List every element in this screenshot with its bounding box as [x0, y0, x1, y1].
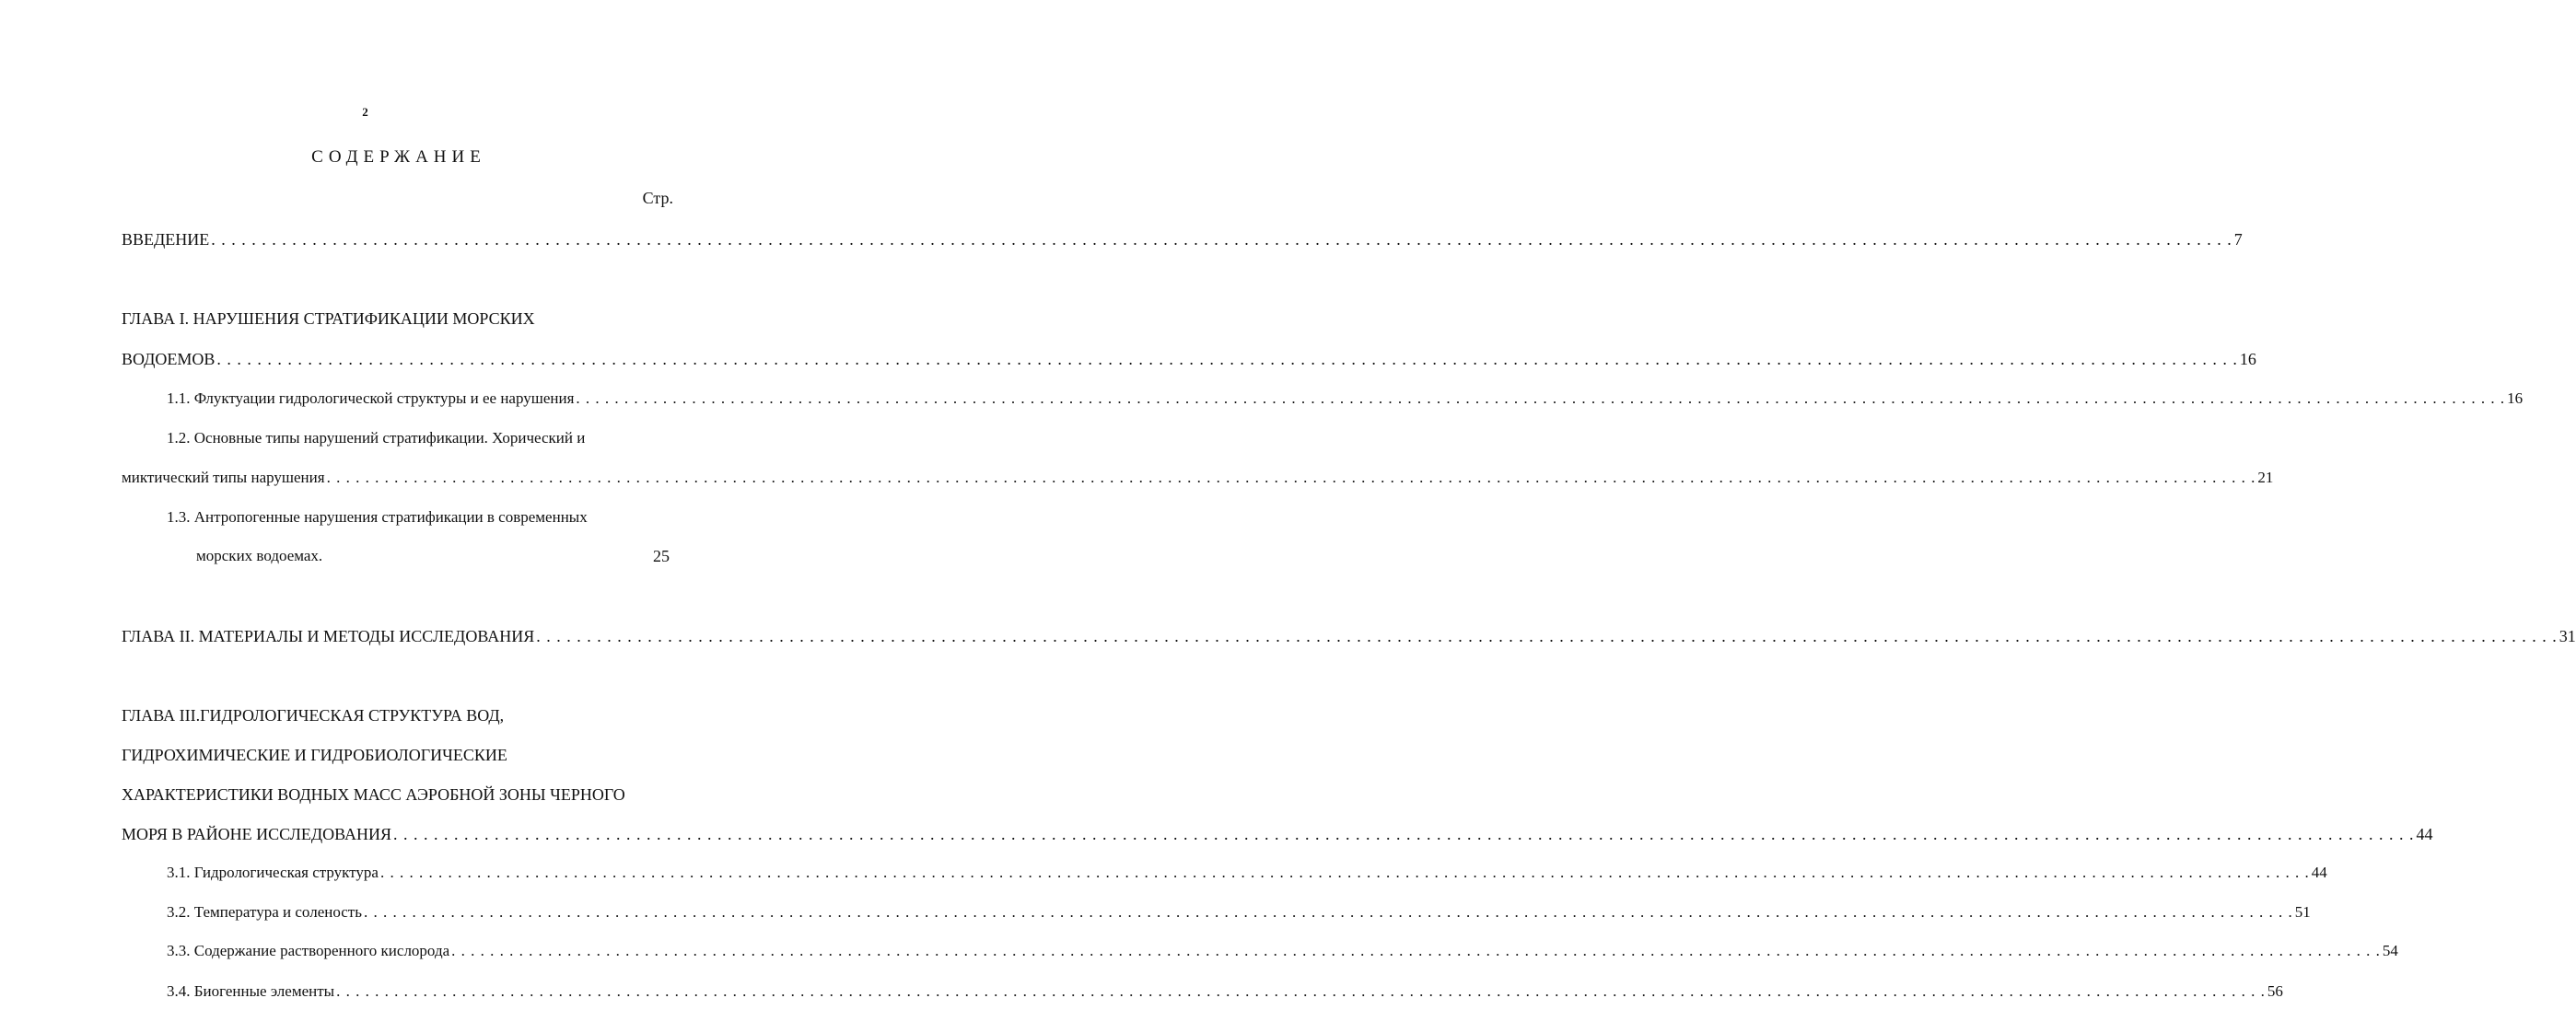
leader-dots: . . . . . . . . . . . . . . . . . . . . . . . . . . . . . . . . . . . . . . . . . . . . . . . . . . . . . . . . . . . . . . . . . . . . . . . . . . . . . . . . . . . . . . . . . . . . . . . . . . . . . . . . . . . . . . . . . . . . . . . . . . . . . . . . . . . . . . . . . . . . . . . . . . . . . . . . . . . . . . . . . . . . . . . . . . . . . . . . . . . . . . . . . . . . . . . . . . . . . . . . [379, 864, 2310, 881]
toc-entry-page: 44 [2311, 864, 2327, 881]
toc-entry-text: ВВЕДЕНИЕ [122, 230, 210, 249]
toc-entry-3-1 [167, 861, 2327, 885]
toc-section-1-2-title: 1.2. Основные типы нарушений стратификации. Хорический и [167, 429, 586, 447]
leader-dots: . . . . . . . . . . . . . . . . . . . . . . . . . . . . . . . . . . . . . . . . . . . . . . . . . . . . . . . . . . . . . . . . . . . . . . . . . . . . . . . . . . . . . . . . . . . . . . . . . . . . . . . . . . . . . . . . . . . . . . . . . . . . . . . . . . . . . . . . . . . . . . . . . . . . . . . . . . . . . . . . . . . . . . . . . . . . . . . . . . . . . . . . . . . . . . . . . . . . . . . . [364, 903, 2293, 921]
leader-dots: . . . . . . . . . . . . . . . . . . . . . . . . . . . . . . . . . . . . . . . . . . . . . . . . . . . . . . . . . . . . . . . . . . . . . . . . . . . . . . . . . . . . . . . . . . . . . . . . . . . . . . . . . . . . . . . . . . . . . . . . . . . . . . . . . . . . . . . . . . . . . . . . . . . . . . . . . . . . . . . . . . . . . . . . . . . . . . . . . . . . . . . . . . . . . . . . . . . . . . . . [216, 350, 2238, 368]
toc-entry-text: 3.1. Гидрологическая структура [167, 864, 379, 881]
toc-entry-text: ГЛАВА II. МАТЕРИАЛЫ И МЕТОДЫ ИССЛЕДОВАНИЯ [122, 627, 535, 645]
toc-section-1-3-text: морских водоемах. [196, 547, 323, 564]
toc-entry-3-2 [167, 900, 2311, 924]
toc-entry-page: 16 [2239, 350, 2256, 368]
toc-chapter-3-title-1: ГЛАВА III.ГИДРОЛОГИЧЕСКАЯ СТРУКТУРА ВОД, [122, 706, 505, 725]
toc-section-1-3-title: 1.3. Антропогенные нарушения стратификации в современных [167, 508, 588, 526]
toc-entry-page: 21 [2257, 469, 2274, 486]
toc-entry-intro [122, 227, 2243, 251]
toc-entry-1-1 [167, 387, 2524, 411]
toc-entry-page: 31 [2559, 627, 2576, 645]
toc-entry-text: ВОДОЕМОВ [122, 350, 216, 368]
leader-dots: . . . . . . . . . . . . . . . . . . . . . . . . . . . . . . . . . . . . . . . . . . . . . . . . . . . . . . . . . . . . . . . . . . . . . . . . . . . . . . . . . . . . . . . . . . . . . . . . . . . . . . . . . . . . . . . . . . . . . . . . . . . . . . . . . . . . . . . . . . . . . . . . . . . . . . . . . . . . . . . . . . . . . . . . . . . . . . . . . . . . . . . . . . . . . . . . . . . . . . . . [393, 825, 2415, 843]
toc-chapter-3-title-3: ХАРАКТЕРИСТИКИ ВОДНЫХ МАСС АЭРОБНОЙ ЗОНЫ ЧЕРНОГО [122, 785, 625, 804]
toc-entry-page: 44 [2416, 825, 2433, 843]
toc-entry-chapter-1 [122, 347, 2256, 371]
toc-chapter-3-title-2: ГИДРОХИМИЧЕСКИЕ И ГИДРОБИОЛОГИЧЕСКИЕ [122, 746, 507, 764]
leader-dots: . . . . . . . . . . . . . . . . . . . . . . . . . . . . . . . . . . . . . . . . . . . . . . . . . . . . . . . . . . . . . . . . . . . . . . . . . . . . . . . . . . . . . . . . . . . . . . . . . . . . . . . . . . . . . . . . . . . . . . . . . . . . . . . . . . . . . . . . . . . . . . . . . . . . . . . . . . . . . . . . . . . . . . . . . . . . . . . . . . . . . . . . . . . . . . . . . . . . . . . . [451, 942, 2381, 959]
leader-dots: . . . . . . . . . . . . . . . . . . . . . . . . . . . . . . . . . . . . . . . . . . . . . . . . . . . . . . . . . . . . . . . . . . . . . . . . . . . . . . . . . . . . . . . . . . . . . . . . . . . . . . . . . . . . . . . . . . . . . . . . . . . . . . . . . . . . . . . . . . . . . . . . . . . . . . . . . . . . . . . . . . . . . . . . . . . . . . . . . . . . . . . . . . . . . . . . . . . . . . . . [536, 627, 2558, 645]
toc-entry-3-3 [167, 939, 2398, 963]
page-column-label: Стр. [642, 189, 673, 207]
toc-entry-page: 51 [2294, 903, 2311, 921]
leader-dots: . . . . . . . . . . . . . . . . . . . . . . . . . . . . . . . . . . . . . . . . . . . . . . . . . . . . . . . . . . . . . . . . . . . . . . . . . . . . . . . . . . . . . . . . . . . . . . . . . . . . . . . . . . . . . . . . . . . . . . . . . . . . . . . . . . . . . . . . . . . . . . . . . . . . . . . . . . . . . . . . . . . . . . . . . . . . . . . . . . . . . . . . . . . . . . . . . . . . . . . . [336, 982, 2266, 1000]
toc-entry-page: 7 [2233, 230, 2243, 249]
toc-entry-page: 16 [2507, 389, 2524, 407]
leader-dots: . . . . . . . . . . . . . . . . . . . . . . . . . . . . . . . . . . . . . . . . . . . . . . . . . . . . . . . . . . . . . . . . . . . . . . . . . . . . . . . . . . . . . . . . . . . . . . . . . . . . . . . . . . . . . . . . . . . . . . . . . . . . . . . . . . . . . . . . . . . . . . . . . . . . . . . . . . . . . . . . . . . . . . . . . . . . . . . . . . . . . . . . . . . . . . . . . . . . . . . . [211, 230, 2232, 249]
toc-entry-text: 1.1. Флуктуации гидрологической структуры и ее нарушения [167, 389, 575, 407]
leader-dots: . . . . . . . . . . . . . . . . . . . . . . . . . . . . . . . . . . . . . . . . . . . . . . . . . . . . . . . . . . . . . . . . . . . . . . . . . . . . . . . . . . . . . . . . . . . . . . . . . . . . . . . . . . . . . . . . . . . . . . . . . . . . . . . . . . . . . . . . . . . . . . . . . . . . . . . . . . . . . . . . . . . . . . . . . . . . . . . . . . . . . . . . . . . . . . . . . . . . . . . . [576, 389, 2506, 407]
toc-entry-page: 56 [2267, 982, 2283, 1000]
toc-entry-text: 3.2. Температура и соленость [167, 903, 362, 921]
toc-entry-text: 3.4. Биогенные элементы [167, 982, 335, 1000]
page-number: 2 [362, 105, 368, 119]
toc-chapter-1-title: ГЛАВА I. НАРУШЕНИЯ СТРАТИФИКАЦИИ МОРСКИХ [122, 309, 535, 328]
toc-entry-text: 3.3. Содержание растворенного кислорода [167, 942, 450, 959]
toc-section-1-3-page: 25 [653, 547, 670, 565]
page-title: СОДЕРЖАНИЕ [311, 147, 486, 167]
leader-dots: . . . . . . . . . . . . . . . . . . . . . . . . . . . . . . . . . . . . . . . . . . . . . . . . . . . . . . . . . . . . . . . . . . . . . . . . . . . . . . . . . . . . . . . . . . . . . . . . . . . . . . . . . . . . . . . . . . . . . . . . . . . . . . . . . . . . . . . . . . . . . . . . . . . . . . . . . . . . . . . . . . . . . . . . . . . . . . . . . . . . . . . . . . . . . . . . . . . . . . . . [326, 469, 2256, 486]
toc-entry-page: 54 [2382, 942, 2398, 959]
toc-entry-chapter-3 [122, 822, 2433, 846]
toc-entry-1-2 [122, 466, 2274, 490]
toc-entry-3-4 [167, 980, 2283, 1004]
toc-entry-chapter-2 [122, 624, 2576, 648]
toc-entry-text: миктический типы нарушения [122, 469, 325, 486]
toc-entry-text: МОРЯ В РАЙОНЕ ИССЛЕДОВАНИЯ [122, 825, 392, 843]
